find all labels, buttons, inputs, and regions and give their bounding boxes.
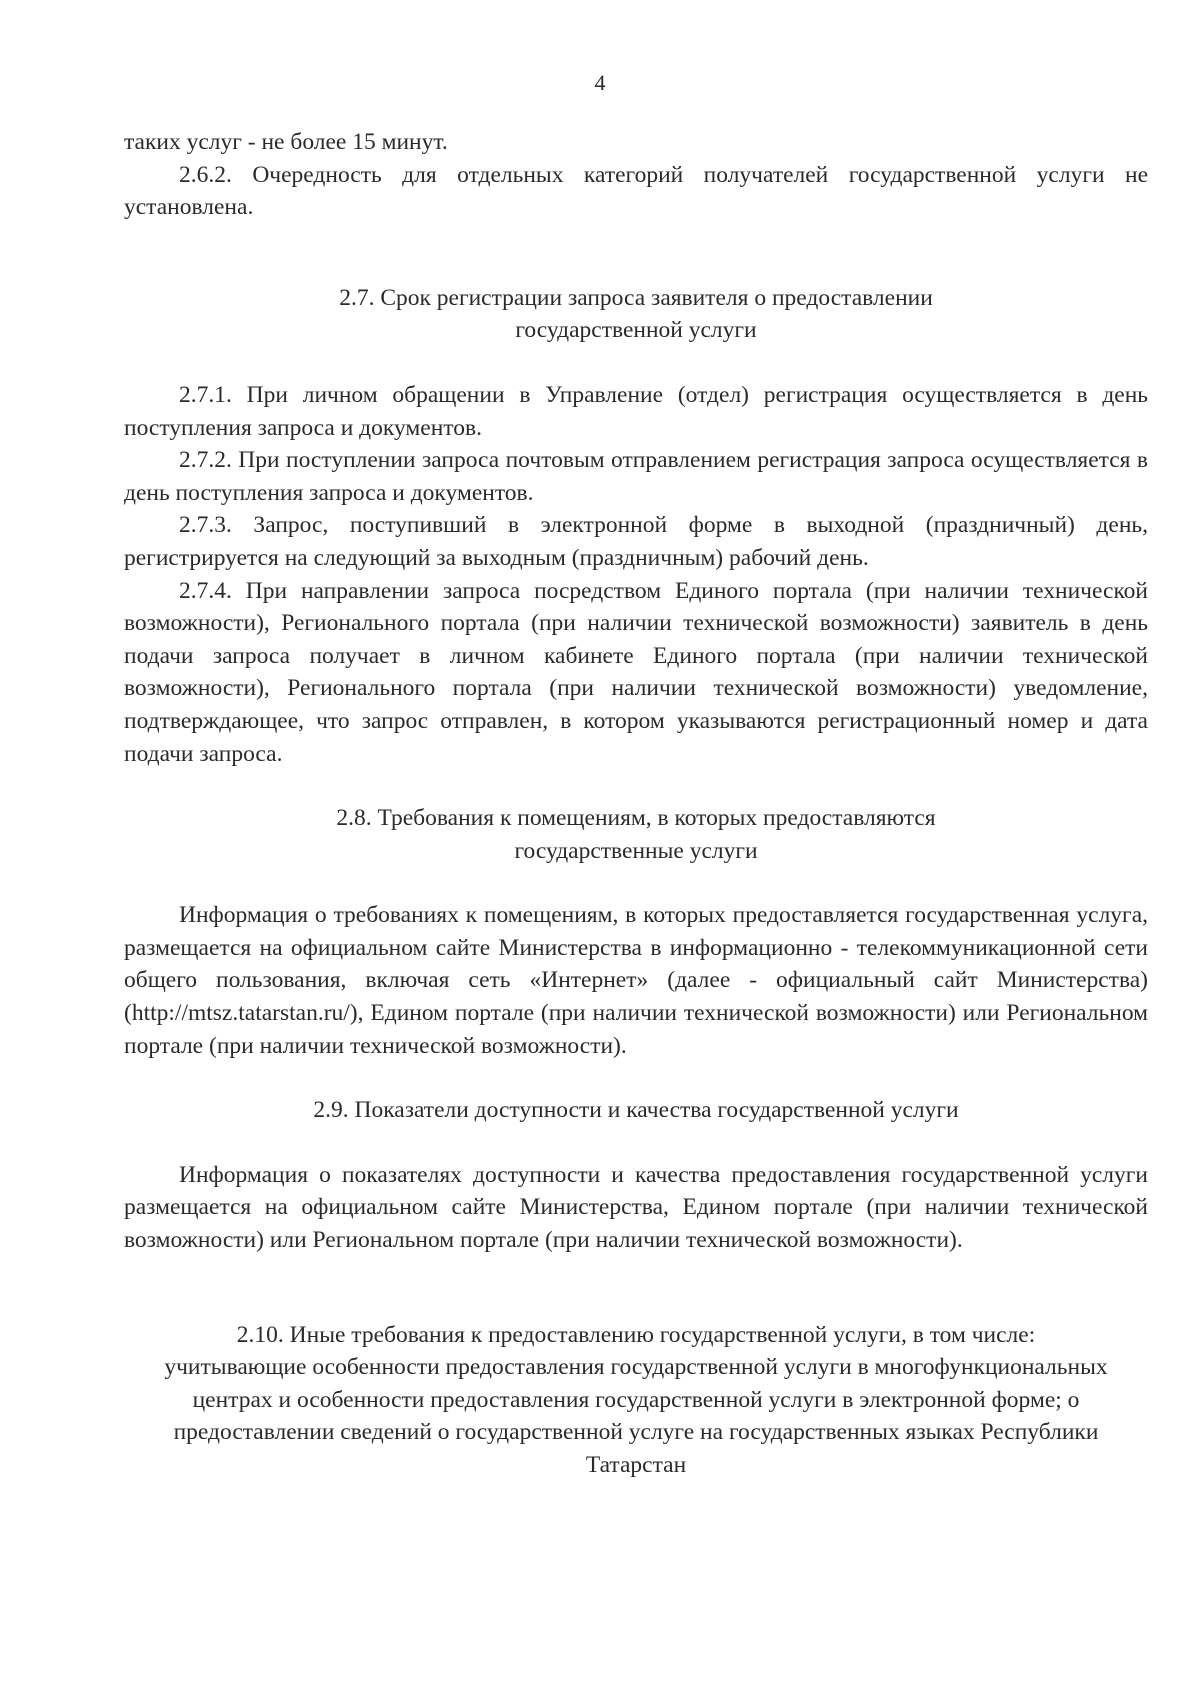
paragraph-2-9: Информация о показателях доступности и качества предоставления государственной услуги размещается на официальном сайте Министерства, Едином портале (при наличии технической возможности) или Региональном портале (при наличии технической возможности).	[124, 1161, 1148, 1254]
section-heading-2-9: 2.9. Показатели доступности и качества государственной услуги	[313, 1097, 959, 1124]
paragraph-2-8: Информация о требованиях к помещениям, в которых предоставляется государственная услуга, размещается на официальном сайте Министерства в информационно - телекоммуникационной сети общего пользования, включая сеть «Интернет» (далее - официальный сайт Министерства) (http://mtsz.tatarstan.ru/), Едином портале (при наличии технической возможности) или Региональном портале (при наличии технической возможности).	[124, 902, 1148, 1059]
section-heading-2-8: 2.8. Требования к помещениям, в которых предоставляются государственные услуги	[336, 805, 936, 864]
paragraph-continuation: таких услуг - не более 15 минут.	[124, 129, 448, 155]
document-body	[124, 126, 1148, 1482]
section-heading-2-10: 2.10. Иные требования к предоставлению государственной услуги, в том числе: учитывающие особенности предоставления государственной услуги в многофункциональных центрах и особенности предоставления государственной услуги в электронной форме; о предоставлении сведений о государственной услуге на государственных языках Республики Татарстан	[164, 1321, 1108, 1478]
page-number: 4	[594, 70, 606, 95]
paragraph-2-7-3: 2.7.3. Запрос, поступивший в электронной форме в выходной (праздничный) день, регистрируется на следующий за выходным (праздничным) рабочий день.	[124, 512, 1148, 571]
paragraph-2-7-2: 2.7.2. При поступлении запроса почтовым отправлением регистрация запроса осуществляется в день поступления запроса и документов.	[124, 447, 1148, 506]
section-heading-2-7: 2.7. Срок регистрации запроса заявителя о предоставлении государственной услуги	[339, 284, 933, 344]
paragraph-2-6-2: 2.6.2. Очередность для отдельных категорий получателей государственной услуги не установлена.	[124, 161, 1148, 221]
paragraph-2-7-1: 2.7.1. При личном обращении в Управление (отдел) регистрация осуществляется в день поступления запроса и документов.	[124, 381, 1148, 441]
paragraph-2-7-4: 2.7.4. При направлении запроса посредством Единого портала (при наличии технической возможности), Регионального портала (при наличии технической возможности) заявитель в день подачи запроса получает в личном кабинете Единого портала (при наличии технической возможности), Регионального портала (при наличии технической возможности) уведомление, подтверждающее, что запрос отправлен, в котором указываются регистрационный номер и дата подачи запроса.	[124, 577, 1148, 767]
